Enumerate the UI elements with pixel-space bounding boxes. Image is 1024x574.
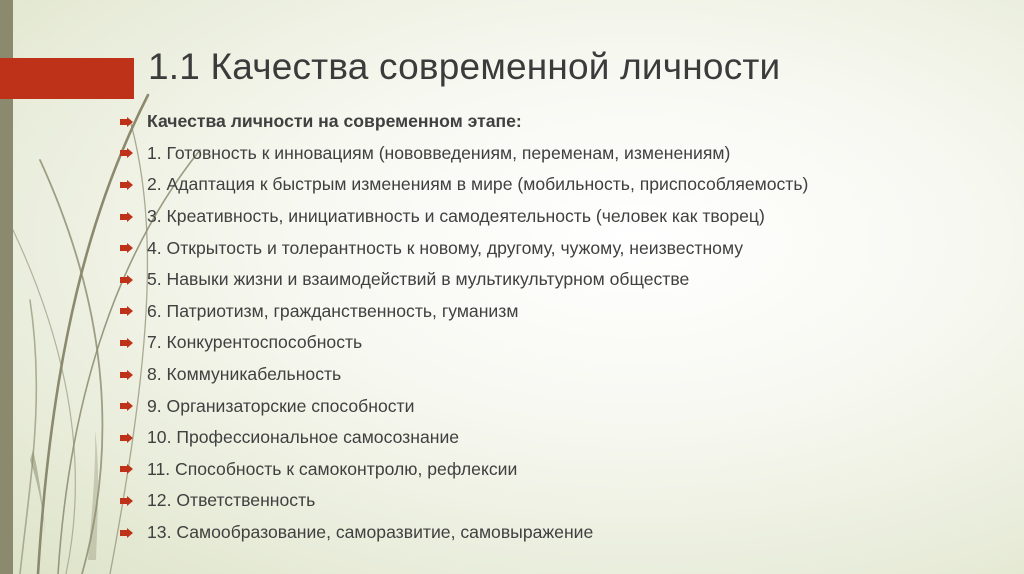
bullet-text: Качества личности на современном этапе:: [147, 111, 522, 132]
arrow-bullet-icon: [120, 180, 147, 190]
arrow-bullet-icon: [120, 370, 147, 380]
bullet-text: 5. Навыки жизни и взаимодействий в мультикультурном обществе: [147, 269, 690, 290]
bullet-text: 9. Организаторские способности: [147, 395, 415, 416]
bullet-text: 10. Профессиональное самосознание: [147, 427, 460, 448]
bullet-item: [120, 169, 808, 201]
arrow-bullet-icon: [120, 401, 147, 411]
bullet-item: [120, 327, 808, 359]
bullet-text: 8. Коммуникабельность: [147, 364, 342, 385]
bullet-text: 11. Способность к самоконтролю, рефлексии: [147, 458, 518, 479]
arrow-bullet-icon: [120, 464, 147, 474]
arrow-bullet-icon: [120, 528, 147, 538]
bullet-item: [120, 264, 808, 296]
bullet-list: [120, 106, 808, 548]
bullet-text: 12. Ответственность: [147, 490, 316, 511]
arrow-bullet-icon: [120, 117, 147, 127]
arrow-bullet-icon: [120, 243, 147, 253]
title-accent-bar: [0, 58, 134, 99]
bullet-text: 1. Готовность к инновациям (нововведениям, переменам, изменениям): [147, 142, 731, 163]
arrow-bullet-icon: [120, 212, 147, 222]
slide-title: 1.1 Качества современной личности: [148, 46, 781, 87]
arrow-bullet-icon: [120, 306, 147, 316]
bullet-item: [120, 454, 808, 486]
bullet-text: 2. Адаптация к быстрым изменениям в мире (мобильность, приспособляемость): [147, 174, 809, 195]
bullet-item: [120, 201, 808, 233]
arrow-bullet-icon: [120, 496, 147, 506]
arrow-bullet-icon: [120, 433, 147, 443]
bullet-item: [120, 390, 808, 422]
arrow-bullet-icon: [120, 148, 147, 158]
bullet-item: [120, 517, 808, 549]
bullet-item: [120, 232, 808, 264]
bullet-item: [120, 296, 808, 328]
bullet-item: [120, 138, 808, 170]
bullet-item: [120, 359, 808, 391]
bullet-text: 3. Креативность, инициативность и самодеятельность (человек как творец): [147, 206, 765, 227]
bullet-text: 7. Конкурентоспособность: [147, 332, 363, 353]
bullet-item: [120, 106, 808, 138]
bullet-item: [120, 485, 808, 517]
arrow-bullet-icon: [120, 338, 147, 348]
bullet-text: 13. Самообразование, саморазвитие, самовыражение: [147, 522, 594, 543]
bullet-text: 6. Патриотизм, гражданственность, гуманизм: [147, 300, 519, 321]
bullet-text: 4. Открытость и толерантность к новому, другому, чужому, неизвестному: [147, 237, 744, 258]
arrow-bullet-icon: [120, 275, 147, 285]
bullet-item: [120, 422, 808, 454]
